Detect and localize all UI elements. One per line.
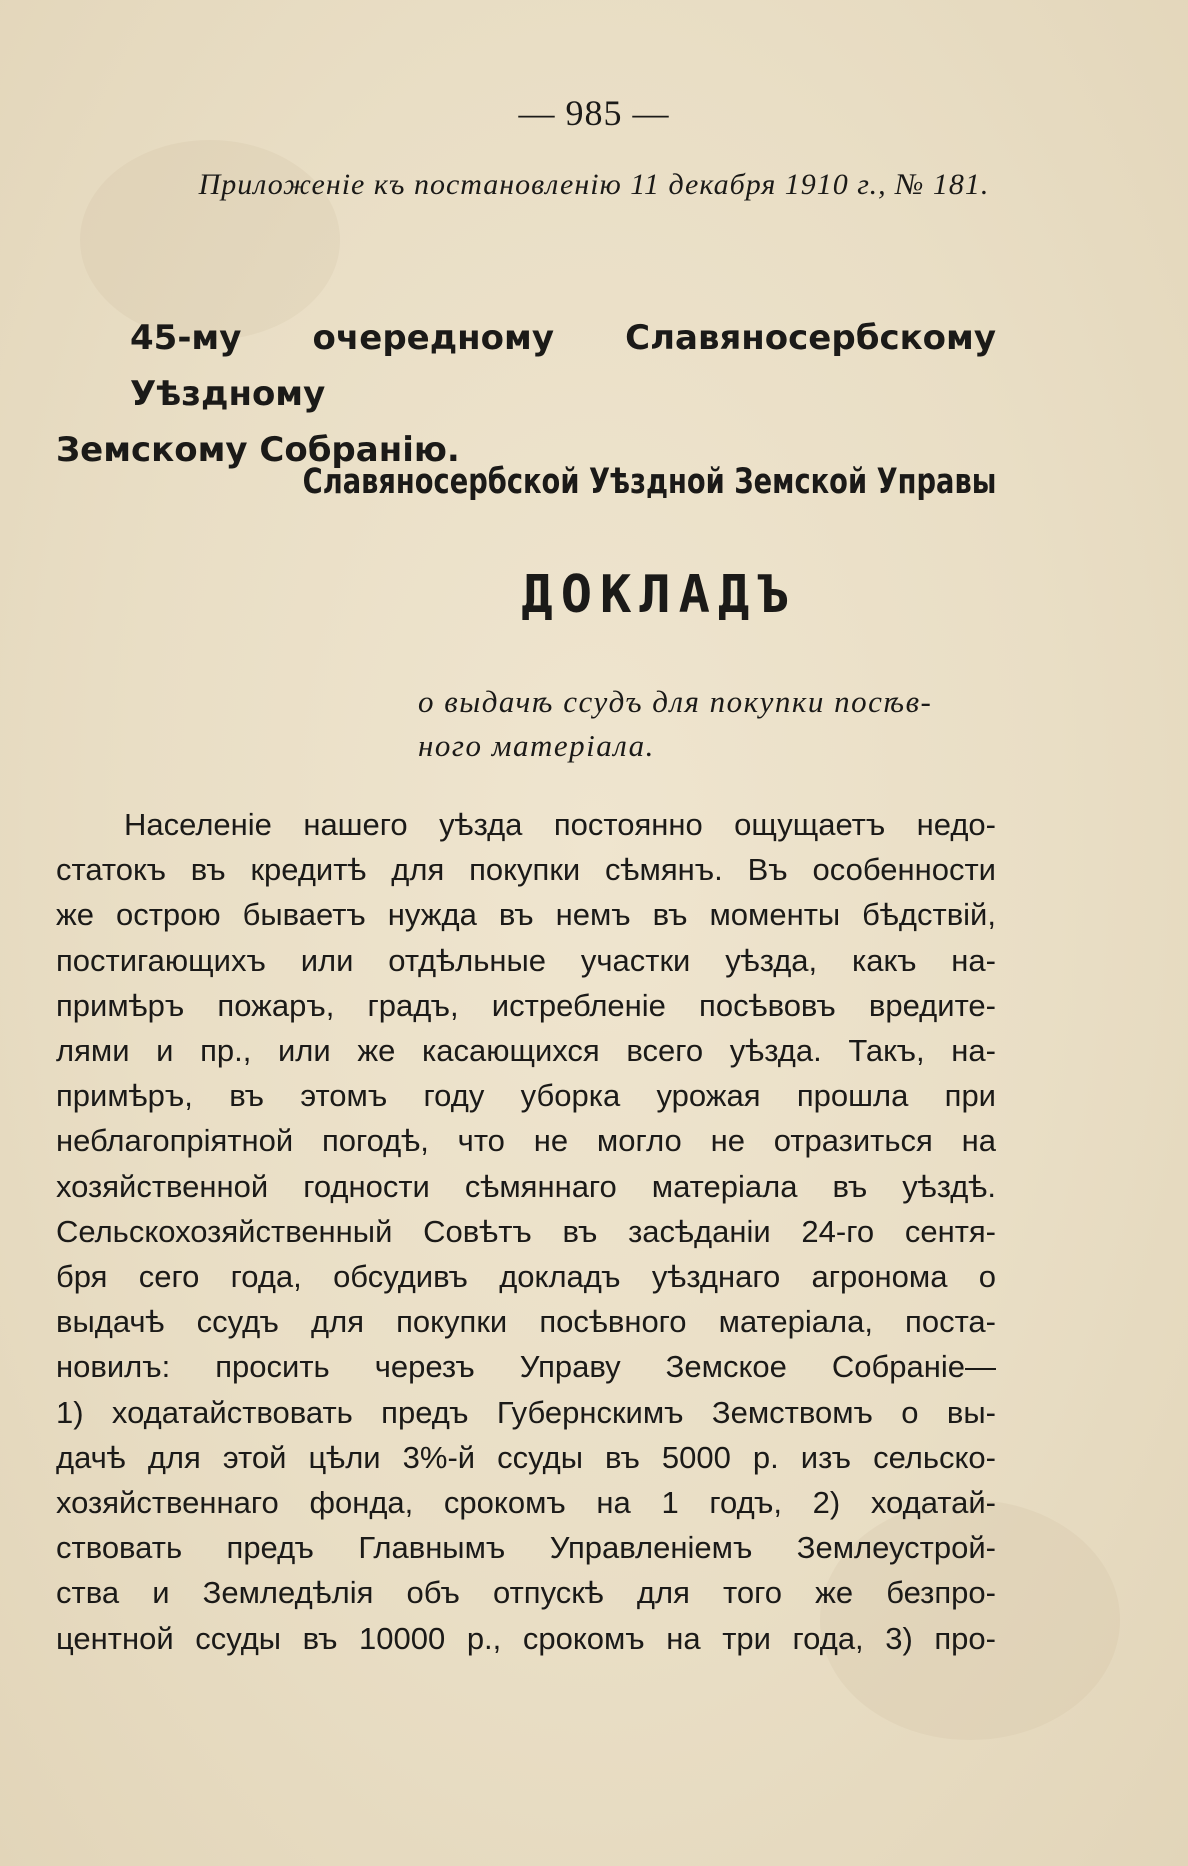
document-title: ДОКЛАДЪ xyxy=(521,565,797,625)
body-line: 1) ходатайствовать предъ Губернскимъ Земствомъ о вы- xyxy=(56,1394,996,1430)
body-line: хозяйственной годности сѣмяннаго матеріала въ уѣздѣ. xyxy=(56,1168,996,1204)
body-line: постигающихъ или отдѣльные участки уѣзда, какъ на- xyxy=(56,942,996,978)
body-line: неблагопріятной погодѣ, что не могло не отразиться на xyxy=(56,1123,996,1159)
body-line: бря сего года, обсудивъ докладъ уѣзднаго агронома о xyxy=(56,1259,996,1295)
subject-line-1: о выдачѣ ссудъ для покупки посѣв- xyxy=(418,684,933,719)
body-line: Сельскохозяйственный Совѣтъ въ засѣданіи 24-го сентя- xyxy=(56,1213,996,1249)
body-line: хозяйственнаго фонда, срокомъ на 1 годъ, 2) ходатай- xyxy=(56,1485,996,1521)
body-line: примѣръ пожаръ, градъ, истребленіе посѣвовъ вредите- xyxy=(56,987,996,1023)
body-line: ствовать предъ Главнымъ Управленіемъ Землеустрой- xyxy=(56,1530,996,1566)
body-line: же острою бываетъ нужда въ немъ въ моменты бѣдствій, xyxy=(56,897,996,933)
appendix-note: Приложеніе къ постановленію 11 декабря 1910 г., № 181. xyxy=(198,168,990,201)
addressee-line-2: Земскому Собранію. xyxy=(56,430,460,470)
body-line: статокъ въ кредитѣ для покупки сѣмянъ. Въ особенности xyxy=(56,852,996,888)
body-paragraph xyxy=(56,802,996,1661)
body-line: лями и пр., или же касающихся всего уѣзда. Такъ, на- xyxy=(56,1033,996,1069)
body-line: выдачѣ ссудъ для покупки посѣвного матеріала, поста- xyxy=(56,1304,996,1340)
body-line: Населеніе нашего уѣзда постоянно ощущаетъ недо- xyxy=(124,807,996,842)
addressee-heading xyxy=(56,310,996,478)
council-name: Славяносербской Уѣздной Земской Управы xyxy=(302,462,996,502)
report-subject xyxy=(418,680,998,768)
body-line: дачѣ для этой цѣли 3%-й ссуды въ 5000 р. изъ сельско- xyxy=(56,1439,996,1475)
body-line: центной ссуды въ 10000 р., срокомъ на три года, 3) про- xyxy=(56,1620,996,1656)
page-number: — 985 — xyxy=(518,93,670,133)
addressee-line-1: 45-му очередному Славяносербскому Уѣздному xyxy=(130,318,996,414)
body-line: ства и Земледѣлія объ отпускѣ для того же безпро- xyxy=(56,1575,996,1611)
subject-line-2: ного матеріала. xyxy=(418,728,655,763)
body-line: новилъ: просить черезъ Управу Земское Собраніе— xyxy=(56,1349,996,1385)
body-line: примѣръ, въ этомъ году уборка урожая прошла при xyxy=(56,1078,996,1114)
